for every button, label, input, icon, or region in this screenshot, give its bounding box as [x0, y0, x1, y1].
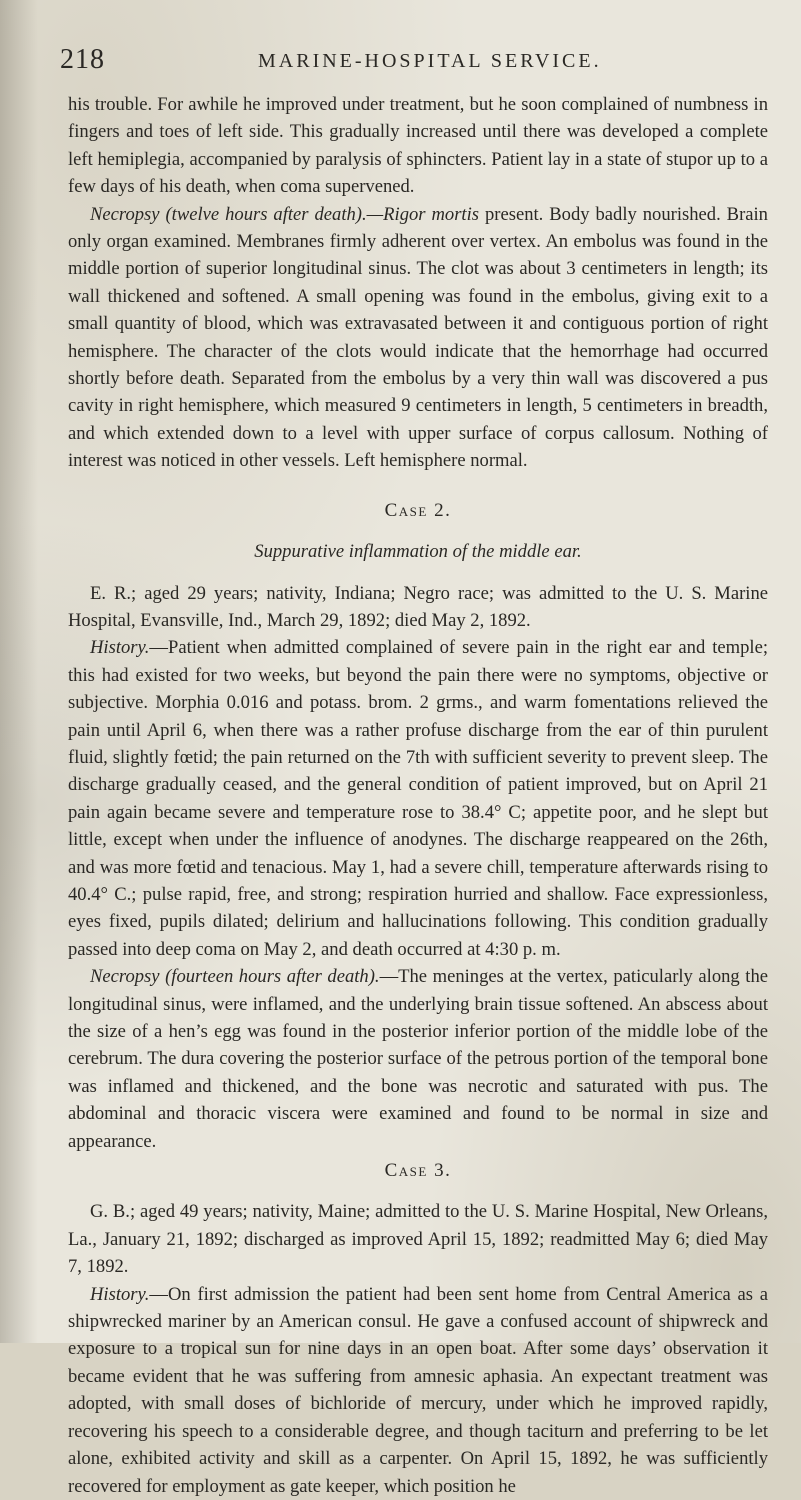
case2-necropsy-label: Necropsy (fourteen hours after death). — [90, 966, 380, 988]
case2-subtitle: Suppurative inflammation of the middle ear. — [254, 541, 582, 563]
case2-history-label: History. — [90, 637, 150, 659]
page-body — [68, 91, 768, 1500]
case1-continuation-paragraph: his trouble. For awhile he improved under treatment, but he soon complained of numbness in fingers and toes of left side. This gradually increased until there was developed a complete left hemiplegia, accompanied by paralysis of sphincters. Patient lay in a state of stupor up to a few days of his death, when coma supervened. — [68, 94, 768, 198]
case2-history-paragraph — [68, 634, 768, 963]
case3-heading: Case 3. — [384, 1160, 452, 1182]
binding-gutter-shadow — [0, 0, 38, 1343]
case3-history-text: —On first admission the patient had been sent home from Central America as a shipwrecked mariner by an American consul. He gave a confused account of shipwreck and exposure to a tropical sun for nine days in an open boat. After some days’ observation it became evident that he was suffering from amnesic aphasia. An expectant treatment was adopted, with small doses of bichloride of mercury, under which he improved rapidly, recovering his speech to a considerable degree, and though taciturn and preferring to be let alone, exhibited activity and skill as a carpenter. On April 15, 1892, he was sufficiently recovered for employment as gate keeper, which position he — [68, 1283, 768, 1497]
case1-necropsy-label: Necropsy (twelve hours after death). — [90, 203, 367, 225]
case1-rigor: —Rigor mortis — [366, 203, 480, 225]
page-header — [60, 44, 760, 84]
case2-necropsy-text: —The meninges at the vertex, paticularly along the longitudinal sinus, were inflamed, and the underlying brain tissue softened. An abscess about the size of a hen’s egg was found in the posterior inferior portion of the middle lobe of the cerebrum. The dura covering the posterior surface of the petrous portion of the temporal bone was inflamed and thickened, and the bone was necrotic and saturated with pus. The abdominal and thoracic viscera were examined and found to be normal in size and appearance. — [68, 966, 768, 1152]
case3-intro-paragraph: G. B.; aged 49 years; nativity, Maine; admitted to the U. S. Marine Hospital, New Orleans, La., January 21, 1892; discharged as improved April 15, 1892; readmitted May 6; died May 7, 1892. — [68, 1201, 768, 1278]
case2-heading: Case 2. — [384, 499, 452, 521]
running-title: MARINE-HOSPITAL SERVICE. — [258, 50, 602, 72]
case2-history-text: —Patient when admitted complained of severe pain in the right ear and temple; this had existed for two weeks, but beyond the pain there were no symptoms, objective or subjective. Morphia 0.016 and potass. brom. 2 grms., and warm fomentations relieved the pain until April 6, when there was a rather profuse discharge from the ear of thin purulent fluid, slightly fœtid; the pain returned on the 7th with sufficient severity to prevent sleep. The discharge gradually ceased, and the general condition of patient improved, but on April 21 pain again became severe and temperature rose to 38.4° C; appetite poor, and he slept but little, except when under the influence of anodynes. The discharge reappeared on the 26th, and was more fœtid and tenacious. May 1, had a severe chill, temperature afterwards rising to 40.4° C.; pulse rapid, free, and strong; respiration hurried and shallow. Face expressionless, eyes fixed, pupils dilated; delirium and hallucinations following. This condition gradually passed into deep coma on May 2, and death occurred at 4:30 p. m. — [68, 637, 768, 960]
case2-intro-paragraph: E. R.; aged 29 years; nativity, Indiana; Negro race; was admitted to the U. S. Marine Hospital, Evansville, Ind., March 29, 1892; died May 2, 1892. — [68, 582, 768, 631]
case1-necropsy-paragraph — [68, 201, 768, 475]
case3-history-paragraph — [68, 1281, 768, 1500]
case1-necropsy-text: present. Body badly nourished. Brain only organ examined. Membranes firmly adherent over vertex. An embolus was found in the middle portion of superior longitudinal sinus. The clot was about 3 centimeters in length; its wall thickened and softened. A small opening was found in the embolus, giving exit to a small quantity of blood, which was extravasated between it and contiguous portion of right hemisphere. The character of the clots would indicate that the hemorrhage had occurred shortly before death. Separated from the embolus by a very thin wall was discovered a pus cavity in right hemisphere, which measured 9 centimeters in length, 5 centimeters in breadth, and which extended down to a level with upper surface of corpus callosum. Nothing of interest was noticed in other vessels. Left hemisphere normal. — [68, 203, 768, 472]
case2-necropsy-paragraph — [68, 963, 768, 1155]
page-number: 218 — [60, 44, 105, 75]
case3-history-label: History. — [90, 1283, 150, 1305]
